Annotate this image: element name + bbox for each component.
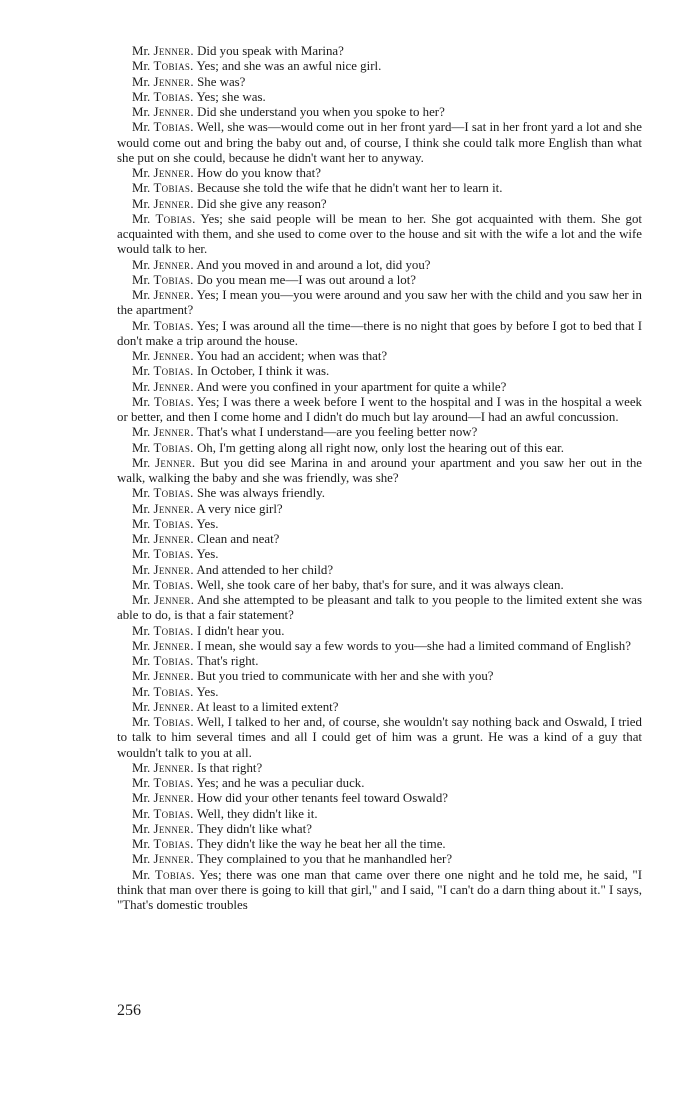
speaker-name: Jenner. bbox=[153, 166, 194, 180]
speaker-name: Tobias. bbox=[153, 547, 194, 562]
dialogue-paragraph bbox=[117, 486, 642, 501]
speaker-name: Jenner. bbox=[153, 501, 194, 516]
speaker-title: Mr. bbox=[132, 59, 151, 74]
speaker-name: Tobias. bbox=[153, 516, 194, 531]
speaker-title: Mr. bbox=[132, 257, 151, 272]
dialogue-text: Did you speak with Marina? bbox=[197, 44, 344, 58]
dialogue-text: Yes; I was around all the time—there is no night that goes by before I got to bed that I don't make a trip around the house. bbox=[117, 318, 642, 348]
speaker-name: Tobias. bbox=[153, 318, 194, 333]
dialogue-text: That's right. bbox=[196, 654, 259, 668]
dialogue-paragraph bbox=[117, 563, 642, 578]
transcript-body bbox=[117, 44, 642, 913]
dialogue-paragraph bbox=[117, 685, 642, 700]
speaker-name: Tobias. bbox=[153, 776, 194, 790]
dialogue-paragraph bbox=[117, 120, 642, 166]
dialogue-paragraph bbox=[117, 75, 642, 90]
dialogue-text: They complained to you that he manhandled her? bbox=[196, 852, 453, 867]
dialogue-text: They didn't like what? bbox=[196, 821, 312, 836]
speaker-name: Tobias. bbox=[153, 440, 194, 455]
dialogue-paragraph bbox=[117, 502, 642, 517]
speaker-name: Jenner. bbox=[153, 562, 194, 577]
dialogue-paragraph bbox=[117, 776, 642, 791]
dialogue-text: Did she understand you when you spoke to her? bbox=[197, 105, 445, 119]
dialogue-text: Yes; and he was a peculiar duck. bbox=[196, 776, 365, 790]
speaker-name: Tobias. bbox=[153, 394, 195, 409]
speaker-title: Mr. bbox=[132, 196, 151, 211]
dialogue-text: Yes. bbox=[196, 684, 219, 699]
speaker-title: Mr. bbox=[132, 593, 151, 607]
speaker-title: Mr. bbox=[132, 562, 151, 577]
speaker-name: Tobias. bbox=[153, 837, 194, 851]
dialogue-paragraph bbox=[117, 868, 642, 914]
dialogue-paragraph bbox=[117, 807, 642, 822]
speaker-name: Jenner. bbox=[153, 425, 194, 440]
dialogue-text: Well, they didn't like it. bbox=[196, 806, 318, 821]
speaker-title: Mr. bbox=[132, 120, 151, 135]
dialogue-paragraph bbox=[117, 517, 642, 532]
dialogue-text: I mean, she would say a few words to you—she had a limited command of English? bbox=[197, 638, 631, 653]
speaker-name: Jenner. bbox=[153, 44, 194, 58]
speaker-name: Jenner. bbox=[153, 699, 194, 714]
speaker-title: Mr. bbox=[132, 181, 151, 196]
dialogue-text: Well, she took care of her baby, that's for sure, and it was always clean. bbox=[196, 577, 564, 592]
speaker-name: Tobias. bbox=[153, 806, 194, 821]
speaker-title: Mr. bbox=[132, 288, 151, 302]
dialogue-text: Yes. bbox=[196, 547, 219, 562]
dialogue-text: A very nice girl? bbox=[196, 501, 283, 516]
dialogue-text: How did your other tenants feel toward Oswald? bbox=[197, 791, 449, 806]
dialogue-text: And she attempted to be pleasant and talk to you people to the limited extent she was able to do, is that a fair statement? bbox=[117, 593, 642, 623]
speaker-title: Mr. bbox=[132, 547, 151, 562]
dialogue-paragraph bbox=[117, 425, 642, 440]
speaker-title: Mr. bbox=[132, 623, 151, 638]
dialogue-paragraph bbox=[117, 700, 642, 715]
dialogue-paragraph bbox=[117, 822, 642, 837]
dialogue-text: Because she told the wife that he didn't want her to learn it. bbox=[196, 181, 503, 196]
speaker-title: Mr. bbox=[132, 440, 151, 455]
dialogue-text: Yes; she said people will be mean to her. She got acquainted with them. She got acquainted with them, and she used to come over to the house and sit with the wife a lot and the wife would talk to her. bbox=[117, 211, 642, 257]
page-number: 256 bbox=[117, 1002, 141, 1019]
dialogue-text: They didn't like the way he beat her all the time. bbox=[196, 837, 446, 851]
dialogue-text: At least to a limited extent? bbox=[196, 699, 339, 714]
dialogue-paragraph bbox=[117, 639, 642, 654]
speaker-name: Tobias. bbox=[153, 89, 194, 104]
dialogue-paragraph bbox=[117, 273, 642, 288]
dialogue-paragraph bbox=[117, 837, 642, 852]
dialogue-paragraph bbox=[117, 197, 642, 212]
speaker-title: Mr. bbox=[132, 776, 151, 790]
speaker-name: Tobias. bbox=[153, 59, 194, 74]
dialogue-text: Clean and neat? bbox=[197, 532, 280, 546]
speaker-name: Jenner. bbox=[153, 257, 194, 272]
speaker-name: Tobias. bbox=[153, 272, 194, 287]
speaker-name: Jenner. bbox=[153, 288, 194, 302]
speaker-title: Mr. bbox=[132, 760, 151, 775]
dialogue-paragraph bbox=[117, 349, 642, 364]
speaker-title: Mr. bbox=[132, 272, 151, 287]
dialogue-text: Yes; she was. bbox=[196, 89, 266, 104]
speaker-name: Jenner. bbox=[153, 349, 194, 363]
speaker-name: Tobias. bbox=[153, 486, 194, 501]
dialogue-paragraph bbox=[117, 288, 642, 319]
speaker-title: Mr. bbox=[132, 867, 151, 882]
speaker-title: Mr. bbox=[132, 715, 151, 729]
speaker-title: Mr. bbox=[132, 852, 151, 867]
speaker-name: Tobias. bbox=[154, 867, 196, 882]
speaker-name: Tobias. bbox=[153, 715, 194, 729]
dialogue-text: But you did see Marina in and around your apartment and you saw her out in the walk, walking the baby and she was friendly, was she? bbox=[117, 455, 643, 485]
dialogue-text: She was always friendly. bbox=[196, 486, 325, 501]
dialogue-paragraph bbox=[117, 212, 642, 258]
dialogue-paragraph bbox=[117, 105, 642, 120]
dialogue-text: Yes. bbox=[196, 516, 219, 531]
dialogue-text: And were you confined in your apartment for quite a while? bbox=[196, 379, 507, 394]
dialogue-text: And attended to her child? bbox=[196, 562, 334, 577]
dialogue-paragraph bbox=[117, 624, 642, 639]
speaker-name: Jenner. bbox=[153, 532, 194, 546]
dialogue-text: Yes; I was there a week before I went to the hospital and I was in the hospital a week or better, and then I come home and I didn't do much but lay around—I had an awful concussion. bbox=[117, 394, 642, 424]
dialogue-paragraph bbox=[117, 44, 642, 59]
speaker-title: Mr. bbox=[132, 89, 151, 104]
dialogue-paragraph bbox=[117, 654, 642, 669]
dialogue-text: But you tried to communicate with her and she with you? bbox=[197, 669, 494, 684]
speaker-name: Jenner. bbox=[153, 105, 194, 119]
dialogue-paragraph bbox=[117, 90, 642, 105]
speaker-title: Mr. bbox=[132, 394, 151, 409]
speaker-title: Mr. bbox=[132, 791, 151, 806]
speaker-name: Jenner. bbox=[153, 821, 194, 836]
dialogue-paragraph bbox=[117, 761, 642, 776]
dialogue-text: Is that right? bbox=[197, 760, 263, 775]
dialogue-paragraph bbox=[117, 852, 642, 867]
dialogue-text: Yes; I mean you—you were around and you saw her with the child and you saw her in the apartment? bbox=[117, 288, 642, 318]
dialogue-text: Well, she was—would come out in her front yard—I sat in her front yard a lot and she would come out and bring the baby out and, of course, I think she could talk more English than what she put on she could, because he didn't want her to anyway. bbox=[117, 120, 642, 165]
dialogue-paragraph bbox=[117, 578, 642, 593]
dialogue-paragraph bbox=[117, 593, 642, 624]
speaker-name: Tobias. bbox=[153, 623, 194, 638]
speaker-name: Tobias. bbox=[153, 120, 194, 135]
speaker-name: Jenner. bbox=[153, 638, 194, 653]
dialogue-paragraph bbox=[117, 456, 642, 487]
speaker-name: Tobias. bbox=[153, 364, 194, 379]
dialogue-text: Oh, I'm getting along all right now, only lost the hearing out of this ear. bbox=[196, 440, 564, 455]
dialogue-paragraph bbox=[117, 791, 642, 806]
speaker-title: Mr. bbox=[132, 837, 151, 851]
speaker-title: Mr. bbox=[132, 425, 151, 440]
speaker-title: Mr. bbox=[132, 166, 151, 180]
dialogue-paragraph bbox=[117, 380, 642, 395]
speaker-title: Mr. bbox=[132, 318, 151, 333]
dialogue-text: In October, I think it was. bbox=[196, 364, 330, 379]
speaker-name: Jenner. bbox=[153, 74, 194, 89]
speaker-title: Mr. bbox=[132, 501, 151, 516]
dialogue-text: Well, I talked to her and, of course, she wouldn't say nothing back and Oswald, I tried to talk to him several times and all I could get of him was a grunt. He was a kind of a guy that wouldn't talk to you at all. bbox=[117, 715, 642, 760]
speaker-title: Mr. bbox=[132, 105, 151, 119]
speaker-title: Mr. bbox=[132, 455, 151, 470]
speaker-name: Jenner. bbox=[153, 593, 195, 607]
dialogue-text: Do you mean me—I was out around a lot? bbox=[196, 272, 417, 287]
dialogue-paragraph bbox=[117, 441, 642, 456]
dialogue-paragraph bbox=[117, 669, 642, 684]
speaker-title: Mr. bbox=[132, 654, 151, 668]
dialogue-text: I didn't hear you. bbox=[196, 623, 285, 638]
speaker-name: Jenner. bbox=[153, 852, 194, 867]
dialogue-paragraph bbox=[117, 319, 642, 350]
dialogue-paragraph bbox=[117, 715, 642, 761]
speaker-name: Tobias. bbox=[153, 684, 194, 699]
speaker-name: Jenner. bbox=[153, 760, 194, 775]
dialogue-text: And you moved in and around a lot, did you? bbox=[196, 257, 431, 272]
speaker-title: Mr. bbox=[132, 349, 151, 363]
speaker-name: Jenner. bbox=[153, 379, 194, 394]
speaker-name: Tobias. bbox=[153, 577, 194, 592]
speaker-title: Mr. bbox=[132, 684, 151, 699]
speaker-name: Tobias. bbox=[153, 654, 194, 668]
speaker-name: Jenner. bbox=[155, 455, 196, 470]
dialogue-text: That's what I understand—are you feeling better now? bbox=[196, 425, 478, 440]
dialogue-paragraph bbox=[117, 166, 642, 181]
dialogue-paragraph bbox=[117, 395, 642, 426]
dialogue-text: Did she give any reason? bbox=[197, 196, 327, 211]
dialogue-text: She was? bbox=[197, 74, 246, 89]
dialogue-paragraph bbox=[117, 181, 642, 196]
dialogue-paragraph bbox=[117, 258, 642, 273]
speaker-title: Mr. bbox=[132, 699, 151, 714]
dialogue-paragraph bbox=[117, 59, 642, 74]
speaker-title: Mr. bbox=[132, 44, 151, 58]
dialogue-text: You had an accident; when was that? bbox=[196, 349, 388, 363]
speaker-title: Mr. bbox=[132, 669, 151, 684]
speaker-title: Mr. bbox=[132, 211, 151, 226]
speaker-title: Mr. bbox=[132, 806, 151, 821]
speaker-title: Mr. bbox=[132, 486, 151, 501]
dialogue-paragraph bbox=[117, 364, 642, 379]
speaker-title: Mr. bbox=[132, 638, 151, 653]
speaker-name: Jenner. bbox=[153, 791, 194, 806]
dialogue-text: How do you know that? bbox=[197, 166, 321, 180]
dialogue-paragraph bbox=[117, 547, 642, 562]
dialogue-text: Yes; there was one man that came over there one night and he told me, he said, "I think that man over there is going to kill that girl," and I said, "I can't do a darn thing about it." I says, "That's domestic troubles bbox=[117, 867, 642, 912]
speaker-title: Mr. bbox=[132, 364, 151, 379]
speaker-title: Mr. bbox=[132, 821, 151, 836]
speaker-name: Tobias. bbox=[153, 181, 194, 196]
speaker-name: Jenner. bbox=[153, 196, 194, 211]
speaker-name: Tobias. bbox=[155, 211, 196, 226]
speaker-name: Jenner. bbox=[153, 669, 194, 684]
speaker-title: Mr. bbox=[132, 516, 151, 531]
dialogue-paragraph bbox=[117, 532, 642, 547]
speaker-title: Mr. bbox=[132, 577, 151, 592]
speaker-title: Mr. bbox=[132, 532, 151, 546]
speaker-title: Mr. bbox=[132, 379, 151, 394]
speaker-title: Mr. bbox=[132, 74, 151, 89]
dialogue-text: Yes; and she was an awful nice girl. bbox=[196, 59, 382, 74]
